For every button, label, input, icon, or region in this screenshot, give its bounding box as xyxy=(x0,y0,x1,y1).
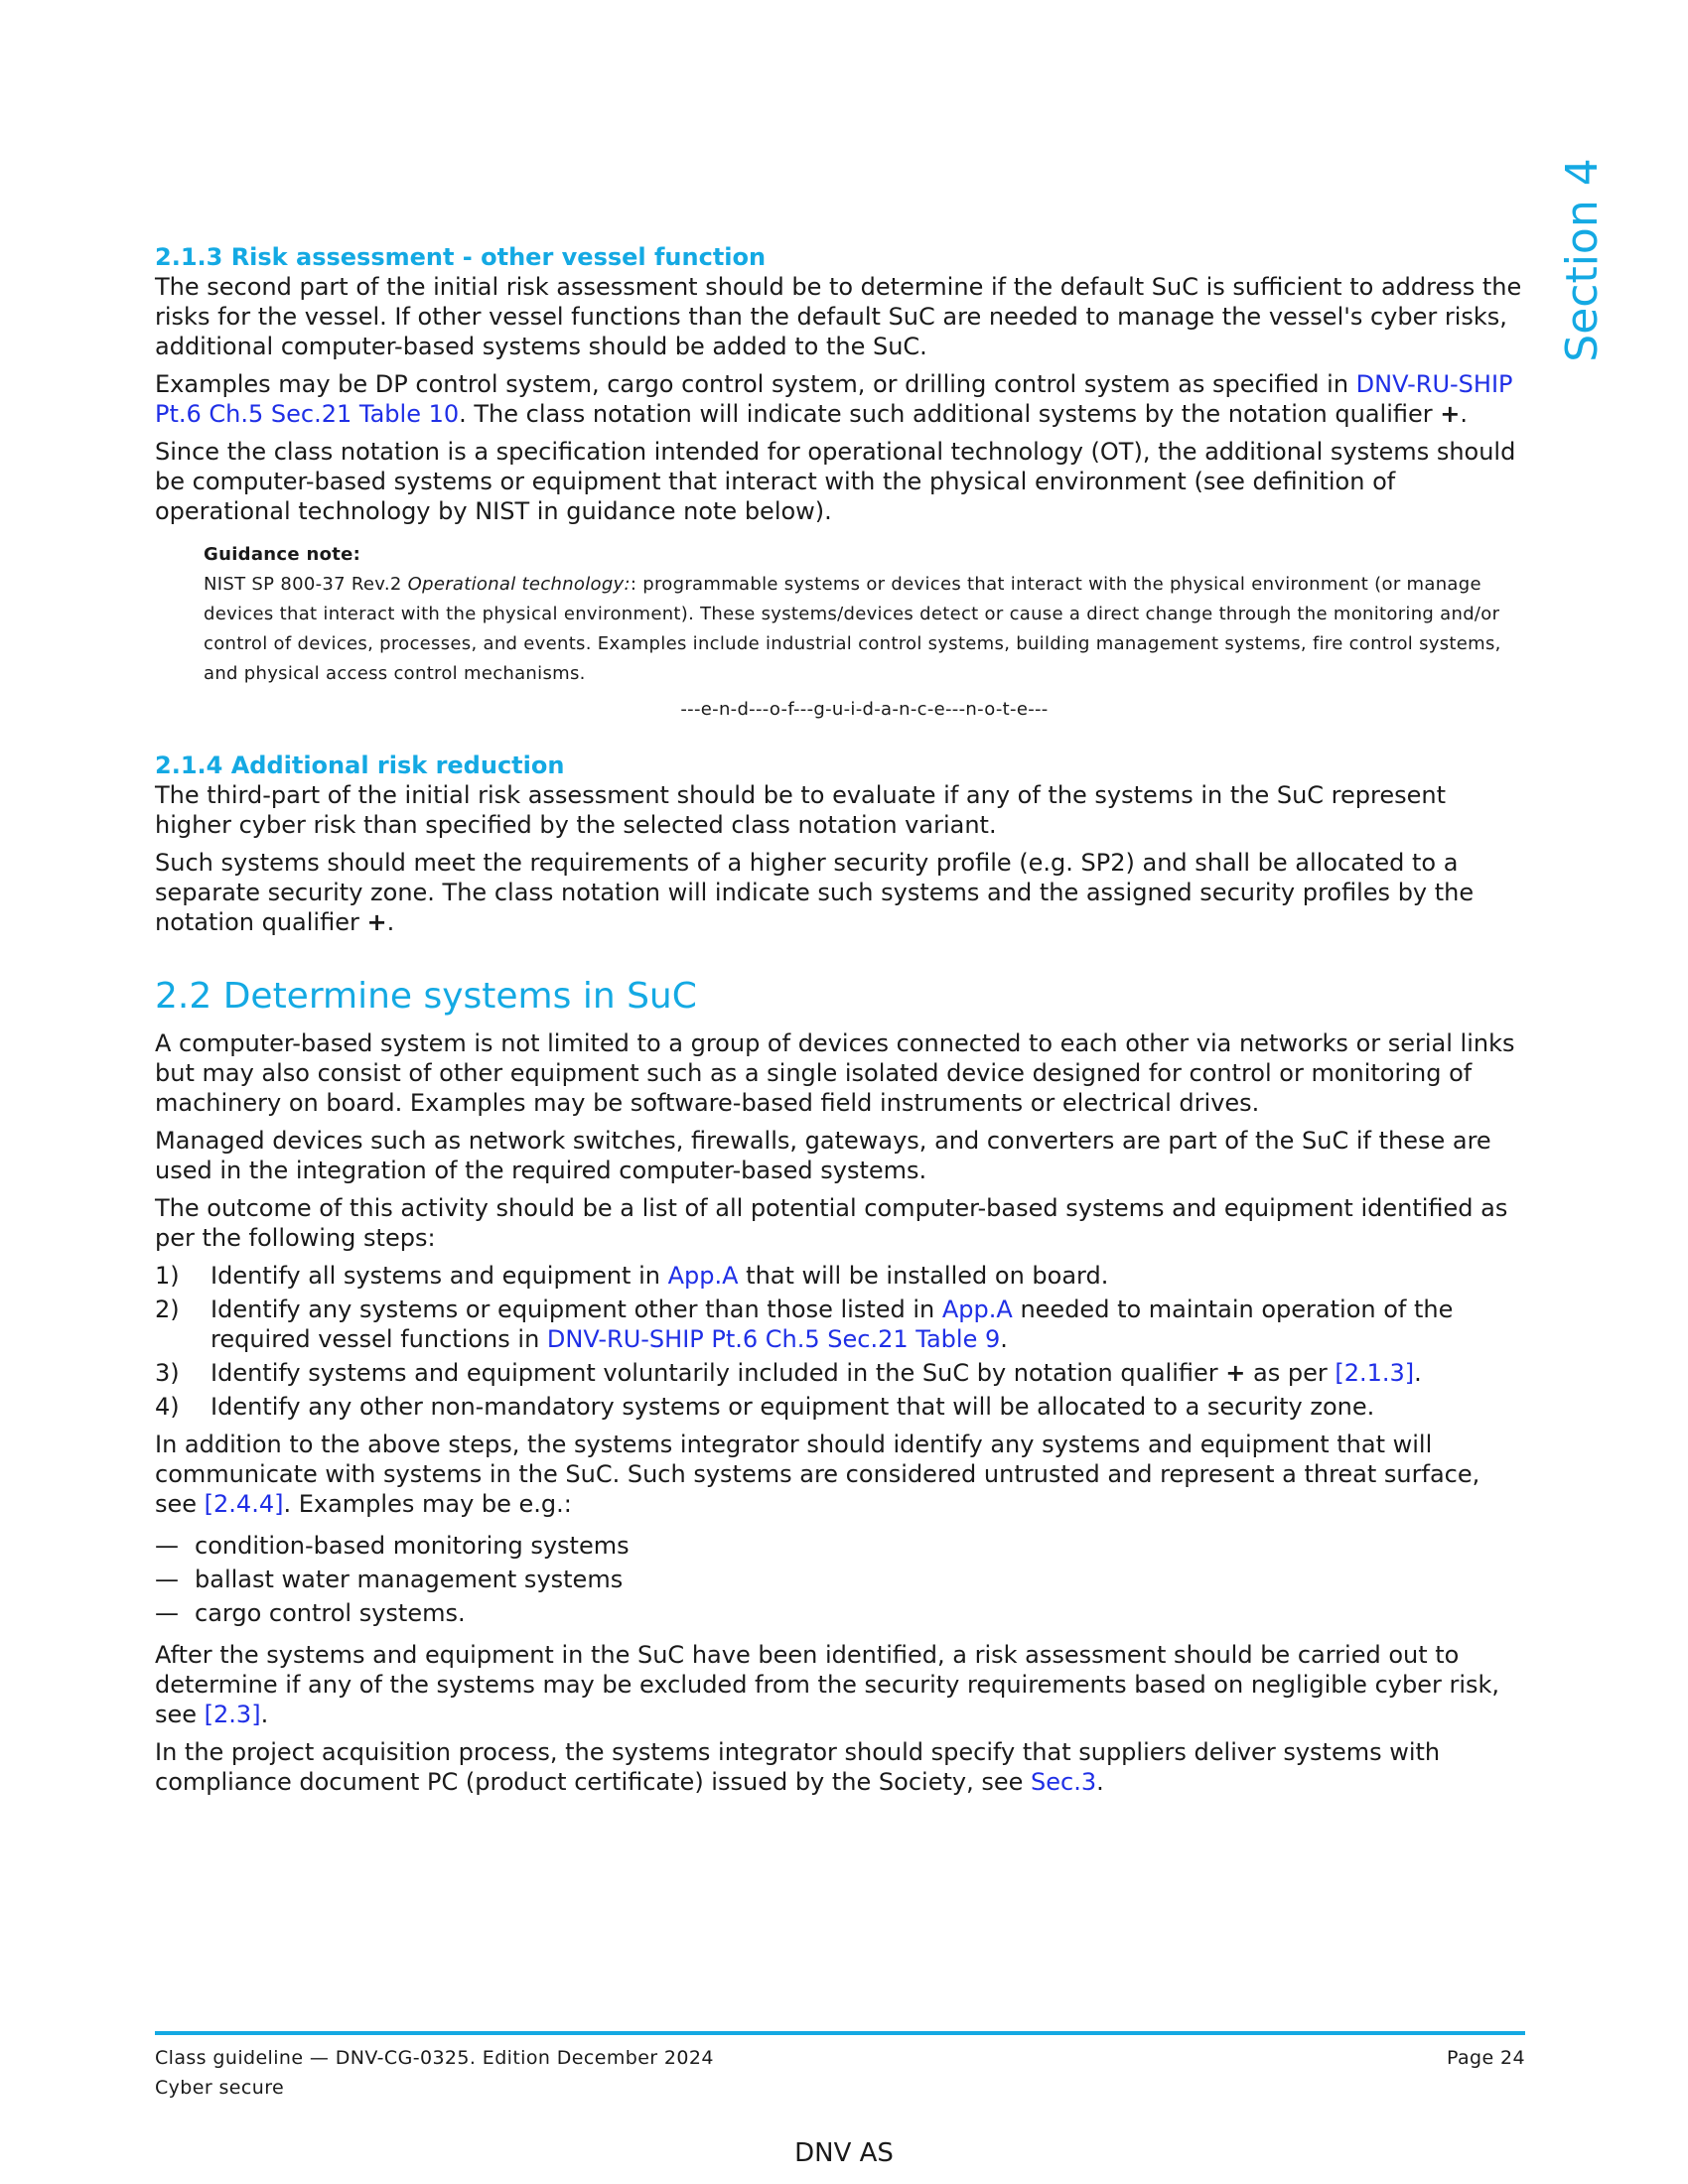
paragraph: Since the class notation is a specification intended for operational technology (OT), the additional systems should be computer-based systems or equipment that interact with the physical environment (see definition of operational technology by NIST in guidance note below). xyxy=(155,438,1516,525)
publisher-name: DNV AS xyxy=(794,2138,894,2168)
heading-2-2: 2.2 Determine systems in SuC xyxy=(155,976,697,1017)
page-content xyxy=(155,242,1525,1805)
section-tab: Section 4 xyxy=(1557,158,1608,362)
paragraph: After the systems and equipment in the SuC have been identified, a risk assessment should be carried out to determine if any of the systems may be excluded from the security requirements based on negligible cyber risk, see [2.3]. xyxy=(155,1641,1500,1728)
guidance-note-title: Guidance note: xyxy=(204,544,361,565)
link-app-a[interactable]: App.A xyxy=(941,1296,1013,1323)
paragraph: The outcome of this activity should be a list of all potential computer-based systems and equipment identified as per the following steps: xyxy=(155,1194,1508,1252)
link-2-3[interactable]: [2.3] xyxy=(204,1701,261,1728)
footer-subtitle: Cyber secure xyxy=(155,2077,285,2099)
paragraph: Such systems should meet the requirements of a higher security profile (e.g. SP2) and shall be allocated to a separate security zone. The class notation will indicate such systems and the assigned security profiles by the notation qualifier +. xyxy=(155,849,1475,936)
link-app-a[interactable]: App.A xyxy=(667,1262,739,1290)
link-2-4-4[interactable]: [2.4.4] xyxy=(204,1490,284,1518)
link-sec-3[interactable]: Sec.3 xyxy=(1031,1768,1097,1796)
link-2-1-3[interactable]: [2.1.3] xyxy=(1335,1359,1415,1387)
paragraph: In the project acquisition process, the systems integrator should specify that suppliers deliver systems with compliance document PC (product certificate) issued by the Society, see Sec.3. xyxy=(155,1738,1441,1796)
list-item: 2) Identify any systems or equipment other than those listed in App.A needed to maintain operation of the required vessel functions in DNV-RU-SHIP Pt.6 Ch.5 Sec.21 Table 9. xyxy=(155,1296,1454,1353)
list-item: 4) Identify any other non-mandatory systems or equipment that will be allocated to a security zone. xyxy=(155,1393,1375,1421)
guidance-note-end: ---e-n-d---o-f---g-u-i-d-a-n-c-e---n-o-t-e--- xyxy=(680,699,1049,720)
paragraph: The second part of the initial risk assessment should be to determine if the default SuC is sufficient to address the risks for the vessel. If other vessel functions than the default SuC are needed to manage the vessel's cyber risks, additional computer-based systems should be added to the SuC. xyxy=(155,273,1522,360)
list-item: — cargo control systems. xyxy=(155,1599,466,1627)
list-item: — condition-based monitoring systems xyxy=(155,1532,630,1560)
list-item: 1) Identify all systems and equipment in App.A that will be installed on board. xyxy=(155,1262,1109,1290)
guidance-note-body: NIST SP 800-37 Rev.2 Operational technology:: programmable systems or devices that interact with the physical environment (or manage devices that interact with the physical environment). These systems/devices detect or cause a direct change through the monitoring and/or control of devices, processes, and events. Examples include industrial control systems, building management systems, fire control systems, and physical access control mechanisms. xyxy=(204,574,1501,684)
paragraph: The third-part of the initial risk assessment should be to evaluate if any of the systems in the SuC represent higher cyber risk than specified by the selected class notation variant. xyxy=(155,781,1447,839)
list-item: — ballast water management systems xyxy=(155,1566,624,1593)
footer-title: Class guideline — DNV-CG-0325. Edition December 2024 xyxy=(155,2047,714,2069)
link-dnv-ru-ship-table-9[interactable]: DNV-RU-SHIP Pt.6 Ch.5 Sec.21 Table 9 xyxy=(546,1325,1001,1353)
heading-2-1-3: 2.1.3 Risk assessment - other vessel function xyxy=(155,243,767,271)
paragraph: A computer-based system is not limited to a group of devices connected to each other via networks or serial links but may also consist of other equipment such as a single isolated device designed for control or monitoring of machinery on board. Examples may be software-based field instruments or electrical drives. xyxy=(155,1029,1515,1117)
heading-2-1-4: 2.1.4 Additional risk reduction xyxy=(155,751,565,779)
footer-doc-info xyxy=(155,2043,714,2103)
footer-divider xyxy=(155,2031,1525,2035)
paragraph: Examples may be DP control system, cargo control system, or drilling control system as specified in DNV-RU-SHIP Pt.6 Ch.5 Sec.21 Table 10. The class notation will indicate such additional systems by the notation qualifier +. xyxy=(155,370,1513,428)
examples-list xyxy=(155,1531,1525,1628)
steps-list xyxy=(155,1261,1525,1422)
paragraph: Managed devices such as network switches, firewalls, gateways, and converters are part of the SuC if these are used in the integration of the required computer-based systems. xyxy=(155,1127,1491,1184)
page-number: Page 24 xyxy=(1446,2047,1525,2069)
link-dnv-ru-ship-table-10[interactable]: DNV-RU-SHIP Pt.6 Ch.5 Sec.21 Table 10 xyxy=(155,370,1513,428)
paragraph: In addition to the above steps, the systems integrator should identify any systems and equipment that will communicate with systems in the SuC. Such systems are considered untrusted and represent a threat surface, see [2.4.4]. Examples may be e.g.: xyxy=(155,1431,1480,1518)
guidance-note xyxy=(204,540,1525,725)
list-item: 3) Identify systems and equipment voluntarily included in the SuC by notation qualifier + as per [2.1.3]. xyxy=(155,1359,1422,1387)
